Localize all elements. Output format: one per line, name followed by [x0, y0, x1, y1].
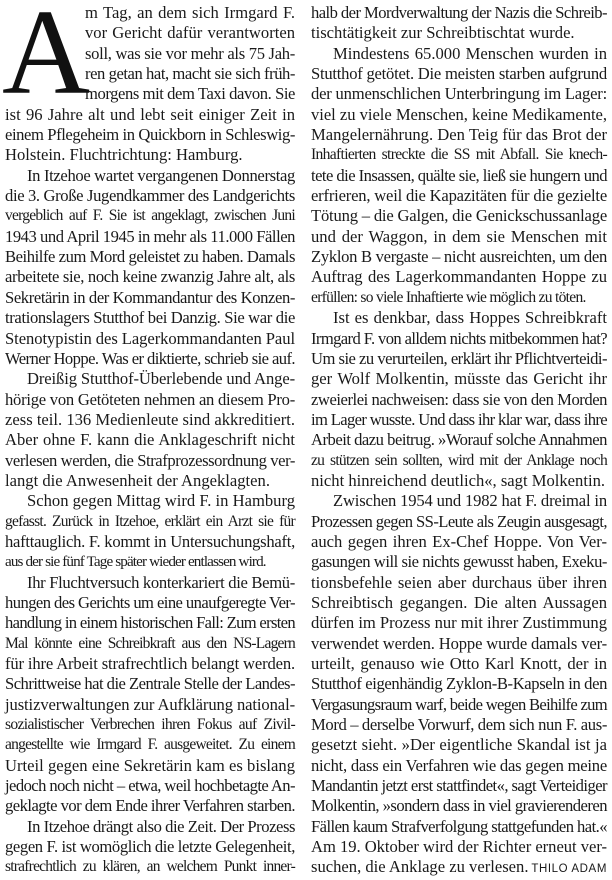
text-line: vor Gericht dafür verantworten	[85, 23, 295, 43]
text-line: Stenotypistin des Lagerkommandanten Paul	[5, 328, 295, 348]
text-line: Inhaftierten streckte die SS mit Abfall. Sie knech-	[311, 146, 607, 164]
text-line: jedoch noch nicht – etwa, weil hochbetagte An-	[5, 776, 295, 796]
text-line: sozialistischer Verbrechen ihren Fokus auf Zivil-	[5, 716, 295, 734]
text-line: gesetzt sieht. »Der eigentliche Skandal ist ja	[311, 735, 607, 755]
text-line: Tötung – die Galgen, die Genickschussanlage	[311, 206, 607, 226]
text-line: Arbeit dazu beitrug. »Worauf solche Annahmen	[311, 430, 607, 450]
text-line: erfrieren, weil die Kapazitäten für die gezielte	[311, 186, 607, 206]
text-line: langt die Anwesenheit der Angeklagten.	[5, 470, 270, 490]
text-line: Stutthof eigenhändig Zyklon-B-Kapseln in den	[311, 674, 607, 694]
text-line: Molkentin, »sondern dass in viel gravierenderen	[311, 796, 607, 816]
text-line: hörige von Getöteten nehmen an diesem Pro-	[5, 389, 295, 409]
text-line: zweierlei nachweisen: dass sie von den Morden	[311, 389, 607, 409]
closing-line	[311, 857, 607, 877]
text-line: nicht hinreichend deutlich«, sagt Molkentin.	[311, 470, 606, 490]
text-line: Prozessen gegen SS-Leute als Zeugin ausgesagt,	[311, 511, 607, 531]
text-line: Mord – derselbe Vorwurf, dem sich nun F. aus-	[311, 715, 607, 735]
text-line: gasungen will sie nichts gewusst haben, Exeku-	[311, 552, 607, 572]
text-line: zess teil. 136 Medienleute sind akkreditiert.	[5, 409, 295, 429]
text-line: Schon gegen Mittag wird F. in Hamburg	[27, 491, 295, 511]
text-line: Mandantin jetzt erst stattfindet«, sagt Verteidiger	[311, 776, 607, 796]
text-line: Sekretärin in der Kommandantur des Konzen-	[5, 287, 295, 307]
text-line: verlesen werden, die Strafprozessordnung ver-	[5, 450, 295, 470]
author-byline: THILO ADAM	[531, 863, 607, 876]
text-line: justizverwaltungen zur Aufklärung national-	[5, 694, 295, 714]
text-line: gefasst. Zurück in Itzehoe, erklärt ein Arzt sie für	[5, 512, 295, 530]
text-line: ist 96 Jahre alt und lebt seit einiger Zeit in	[5, 104, 295, 124]
text-line: hungen des Gerichts um eine unaufgeregte Ver-	[5, 592, 295, 612]
text-line: Zwischen 1954 und 1982 hat F. dreimal in	[333, 491, 607, 511]
text-line: In Itzehoe wartet vergangenen Donnerstag	[27, 165, 295, 185]
article-column-left	[2, 0, 295, 878]
text-line: dürfen im Prozess nur mit ihrer Zustimmung	[311, 613, 607, 633]
text-line: Vergasungsraum warf, beide wegen Beihilfe zum	[311, 694, 607, 714]
text-line: gegen F. ist womöglich die letzte Gelegenheit,	[5, 837, 295, 857]
text-line: Dreißig Stutthof-Überlebende und Ange-	[27, 369, 295, 389]
text-line: In Itzehoe drängt also die Zeit. Der Prozess	[27, 816, 295, 836]
text-line: Mal könnte eine Schreibkraft aus den NS-Lagern	[5, 634, 295, 652]
text-line: Aber ohne F. kann die Anklageschrift nicht	[5, 430, 295, 450]
text-line: urteilt, genauso wie Otto Karl Knott, der in	[311, 654, 607, 673]
text-line: viel zu viele Menschen, keine Medikamente,	[311, 104, 607, 124]
text-line: verwendet werden. Hoppe wurde damals ver-	[311, 633, 607, 653]
article-column-right	[311, 3, 607, 878]
text-line: tete die Insassen, quälte sie, ließ sie hungern und	[311, 165, 607, 185]
text-line: auch gegen ihren Ex-Chef Hoppe. Von Ver-	[311, 531, 607, 551]
text-line: hafttauglich. F. kommt in Untersuchungshaft,	[5, 531, 295, 551]
text-line: Ihr Fluchtversuch konterkariert die Bemü-	[27, 572, 295, 592]
text-line: Schrittweise hat die Zentrale Stelle der Landes-	[5, 674, 295, 694]
text-line: Auftrag des Lagerkommandanten Hoppe zu	[311, 267, 607, 287]
text-line: Stutthof getötet. Die meisten starben aufgrund	[311, 64, 607, 84]
text-line: und der Waggon, in dem sie Menschen mit	[311, 226, 607, 246]
text-line: tischtätigkeit zur Schreibtischtat wurde.	[311, 23, 575, 43]
text-line: nicht, dass ein Verfahren wie das gegen meine	[311, 755, 607, 775]
text-line: die 3. Große Jugendkammer des Landgerichts	[5, 186, 295, 206]
text-line: Schreibtisch gegangen. Die alten Aussagen	[311, 592, 607, 612]
text-line: Mangelernährung. Den Teig für das Brot der	[311, 125, 607, 145]
text-line: angestellte wie Irmgard F. ausgeweitet. Zu einem	[5, 736, 295, 754]
text-line: handlung in einem historischen Fall: Zum ersten	[5, 613, 295, 633]
text-line: morgens mit dem Taxi davon. Sie	[85, 84, 295, 104]
text-line: ren getan hat, macht sie sich früh-	[85, 64, 295, 84]
text-line: Beihilfe zum Mord geleistet zu haben. Damals	[5, 247, 295, 267]
text-line: Holstein. Fluchtrichtung: Hamburg.	[5, 145, 243, 165]
text-line: trationslagers Stutthof bei Danzig. Sie war die	[5, 308, 295, 328]
text-line: geklagte vor dem Ende ihrer Verfahren starben.	[5, 796, 295, 816]
text-line: Ist es denkbar, dass Hoppes Schreibkraft	[333, 308, 607, 328]
text-line: für ihre Arbeit strafrechtlich belangt werden.	[5, 654, 295, 673]
text-line: tionsbefehle seien aber durchaus über ihren	[311, 572, 607, 592]
text-line: Mindestens 65.000 Menschen wurden in	[333, 43, 607, 63]
text-line: ger Wolf Molkentin, müsste das Gericht ihr	[311, 369, 607, 389]
text-line: arbeitete sie, noch keine zwanzig Jahre alt, als	[5, 267, 295, 287]
text-line: Urteil gegen eine Sekretärin kam es bislang	[5, 755, 295, 775]
text-line: halb der Mordverwaltung der Nazis die Schreib-	[311, 3, 607, 22]
text-line: zu stützen sein sollten, wird mit der Anklage noch	[311, 451, 607, 469]
text-line: Irmgard F. von alldem nichts mitbekommen hat?	[311, 328, 607, 348]
text-line: aus der sie fünf Tage später wieder entlassen wird.	[5, 553, 266, 571]
text-line: m Tag, an dem sich Irmgard F.	[85, 3, 295, 22]
text-line: suchen, die Anklage zu verlesen.	[311, 857, 529, 877]
text-line: Zyklon B vergaste – nicht ausreichten, um den	[311, 247, 607, 267]
text-line: strafrechtlich zu klären, an welchem Punkt inner-	[5, 858, 295, 876]
text-line: im Lager wusste. Und dass ihr klar war, dass ihre	[311, 409, 607, 429]
text-line: erfüllen: so viele Inhaftierte wie möglich zu töten.	[311, 288, 586, 306]
text-line: einem Pflegeheim in Quickborn in Schleswig-	[5, 125, 295, 145]
text-line: Um sie zu verurteilen, erklärt ihr Pflichtverteidi-	[311, 348, 607, 368]
text-line: der unmenschlichen Unterbringung im Lager:	[311, 84, 607, 104]
text-line: soll, was sie vor mehr als 75 Jah-	[85, 43, 295, 63]
text-line: Am 19. Oktober wird der Richter erneut ver-	[311, 837, 607, 857]
text-line: Fällen kaum Strafverfolgung stattgefunden hat.«	[311, 816, 607, 836]
text-line: Werner Hoppe. Was er diktierte, schrieb sie auf.	[5, 348, 295, 368]
text-line: vergeblich auf F. Sie ist angeklagt, zwischen Juni	[5, 207, 295, 225]
drop-cap: A	[2, 0, 91, 120]
text-line: 1943 und April 1945 in mehr als 11.000 Fällen	[5, 226, 295, 246]
